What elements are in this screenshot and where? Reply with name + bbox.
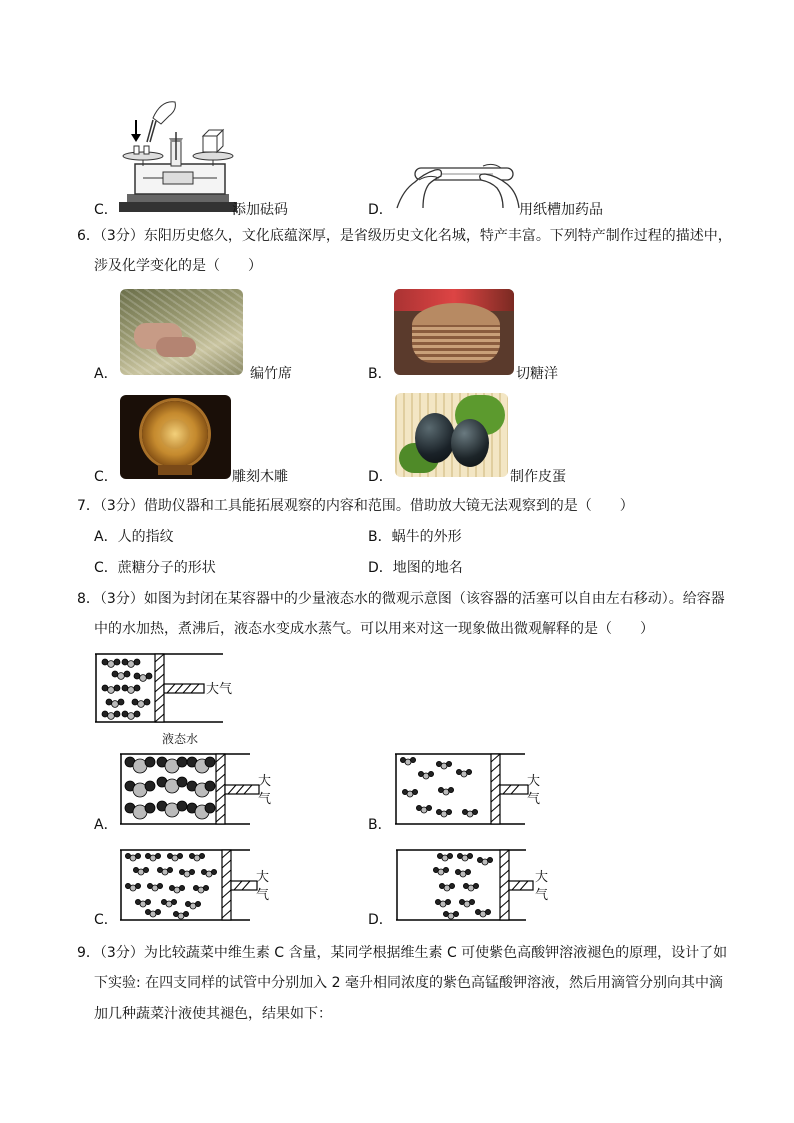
q6-option-d-letter[interactable]: D． [368,469,393,485]
q9-stem-line3: 加几种蔬菜汁液使其褪色，结果如下： [94,1006,332,1022]
q8-stem-line1: 8．（3分）如图为封闭在某容器中的少量液态水的微观示意图（该容器的活塞可以自由左右移动）。给容器 [77,591,725,607]
q7-option-c[interactable]: C．蔗糖分子的形状 [94,560,216,576]
q6-option-b-letter[interactable]: B． [368,366,392,382]
q6-option-d-caption: 制作皮蛋 [510,469,566,485]
q7-option-d[interactable]: D．地图的地名 [368,560,463,576]
q8-option-d-label-2: 气 [535,888,549,903]
q6-stem-line2: 涉及化学变化的是（ ） [94,258,262,274]
q8-option-d-label-1: 大 [535,870,549,885]
q8-option-a-diagram [120,752,280,827]
preserved-egg-photo [395,393,508,477]
q5-option-c-letter[interactable]: C． [94,202,118,218]
q8-option-c-letter[interactable]: C． [94,912,118,928]
q8-figure-atmosphere-label: 大气 [206,682,233,697]
sugar-cake-photo [394,289,514,375]
test-tube-paper-trough-illustration [393,152,523,212]
q8-option-b-label-1: 大 [527,774,541,789]
q5-option-d-letter[interactable]: D． [368,202,393,218]
q8-option-c-label-1: 大 [256,870,270,885]
q8-option-d-diagram [396,848,556,923]
q5-option-d-caption: 用纸槽加药品 [519,202,603,218]
balance-adding-weights-illustration [113,98,233,218]
q8-figure-caption: 液态水 [162,732,199,746]
wood-carving-photo [120,395,231,479]
q8-option-a-letter[interactable]: A． [94,817,118,833]
q7-stem: 7．（3分）借助仪器和工具能拓展观察的内容和范围。借助放大镜无法观察到的是（ ） [77,498,634,514]
q9-stem-line2: 下实验: 在四支同样的试管中分别加入 2 毫升相同浓度的紫色高锰酸钾溶液，然后用滴管分别向其中滴 [94,975,723,991]
q6-stem-line1: 6．（3分）东阳历史悠久，文化底蕴深厚，是省级历史文化名城，特产丰富。下列特产制作过程的描述中， [77,228,732,244]
q8-stem-line2: 中的水加热，煮沸后，液态水变成水蒸气。可以用来对这一现象做出微观解释的是（ ） [94,621,654,637]
q8-option-a-label-1: 大 [258,774,272,789]
q6-option-c-letter[interactable]: C． [94,469,118,485]
q7-option-a[interactable]: A．人的指纹 [94,529,174,545]
q6-option-a-caption: 编竹席 [250,366,292,382]
q9-stem-line1: 9．（3分）为比较蔬菜中维生素 C 含量，某同学根据维生素 C 可使紫色高酸钾溶液褪色的原理，设计了如 [77,945,728,961]
q8-option-b-letter[interactable]: B． [368,817,392,833]
q8-option-b-label-2: 气 [527,792,541,807]
q8-option-d-letter[interactable]: D． [368,912,393,928]
q8-option-a-label-2: 气 [258,792,272,807]
q6-option-b-caption: 切糖洋 [516,366,558,382]
weaving-bamboo-photo [120,289,243,375]
q5-option-c-caption: 添加砝码 [232,202,288,218]
q6-option-c-caption: 雕刻木雕 [232,469,288,485]
q7-option-b[interactable]: B．蜗牛的外形 [368,529,462,545]
q8-option-c-label-2: 气 [256,888,270,903]
q6-option-a-letter[interactable]: A． [94,366,118,382]
